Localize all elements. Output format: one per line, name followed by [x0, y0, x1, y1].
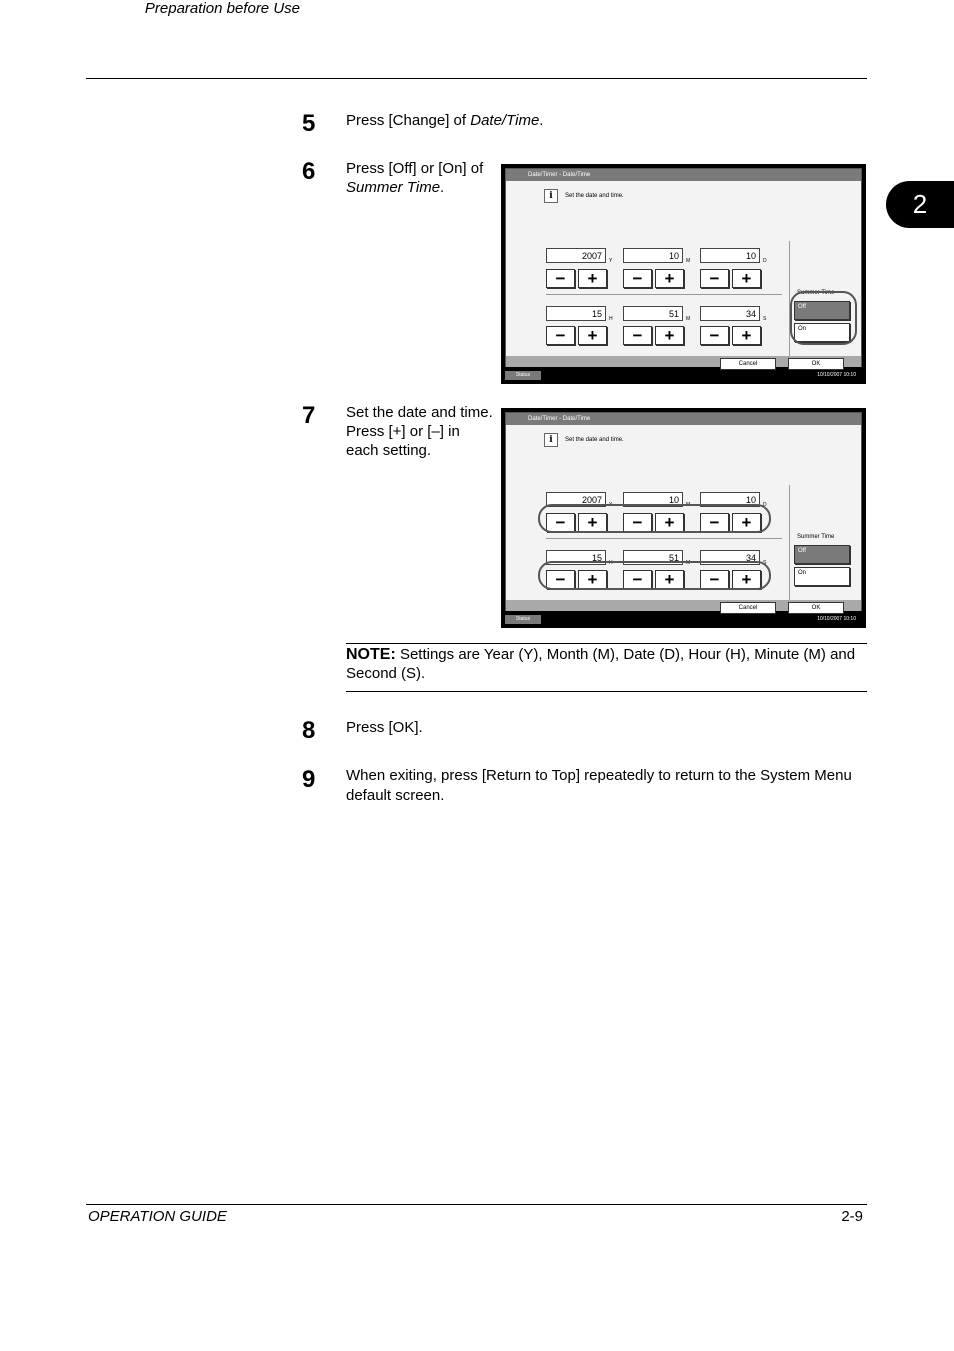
day-unit: D — [763, 502, 767, 508]
info-icon: i — [544, 189, 558, 203]
datetime-panel-1 — [501, 164, 866, 384]
year-plus-button[interactable]: + — [578, 269, 607, 288]
cancel-button[interactable]: Cancel — [720, 358, 776, 370]
year-unit: Y — [609, 502, 613, 508]
month-field[interactable]: 10 — [623, 248, 683, 263]
minute-minus-button[interactable]: − — [623, 570, 652, 589]
highlight-summer-time — [790, 291, 857, 345]
panel-divider-vertical — [789, 485, 790, 600]
cancel-button[interactable]: Cancel — [720, 602, 776, 614]
summer-time-off-button[interactable]: Off — [794, 301, 850, 320]
year-field[interactable]: 2007 — [546, 248, 606, 263]
status-button[interactable]: Status — [505, 615, 541, 624]
month-field[interactable]: 10 — [623, 492, 683, 507]
status-bar — [505, 615, 862, 624]
status-button[interactable]: Status — [505, 371, 541, 380]
hour-field[interactable]: 15 — [546, 550, 606, 565]
step-9-text: When exiting, press [Return to Top] repeatedly to return to the System Menu default screen. — [346, 767, 852, 804]
second-minus-button[interactable]: − — [700, 326, 729, 345]
footer-rule — [86, 1204, 867, 1205]
hour-plus-button[interactable]: + — [578, 570, 607, 589]
year-field[interactable]: 2007 — [546, 492, 606, 507]
year-minus-button[interactable]: − — [546, 269, 575, 288]
highlight-date-buttons — [538, 504, 771, 533]
step-7-text: Set the date and time. Press [+] or [–] in each setting. — [346, 404, 493, 459]
note-top-rule — [346, 643, 867, 644]
second-unit: S — [763, 316, 767, 322]
minute-plus-button[interactable]: + — [655, 326, 684, 345]
chapter-tab: 2 — [886, 181, 954, 228]
year-plus-button[interactable]: + — [578, 513, 607, 532]
note — [346, 645, 866, 683]
day-field[interactable]: 10 — [700, 492, 760, 507]
day-minus-button[interactable]: − — [700, 269, 729, 288]
hour-minus-button[interactable]: − — [546, 570, 575, 589]
header-rule — [86, 78, 867, 79]
summer-time-label: Summer Time — [797, 290, 835, 296]
second-field[interactable]: 34 — [700, 306, 760, 321]
hour-unit: H — [609, 560, 613, 566]
panel-message: Set the date and time. — [565, 437, 624, 443]
ok-button[interactable]: OK — [788, 358, 844, 370]
hour-minus-button[interactable]: − — [546, 326, 575, 345]
panel-title: Date/Timer - Date/Time — [506, 413, 861, 425]
step-8-number: 8 — [302, 717, 316, 744]
step-5-number: 5 — [302, 110, 316, 137]
minute-field[interactable]: 51 — [623, 306, 683, 321]
hour-field[interactable]: 15 — [546, 306, 606, 321]
year-unit: Y — [609, 258, 613, 264]
minute-field[interactable]: 51 — [623, 550, 683, 565]
highlight-time-buttons — [538, 561, 771, 590]
status-time: 10/10/2007 10:10 — [817, 372, 856, 378]
page-number: 2-9 — [841, 1208, 863, 1225]
summer-time-off-button[interactable]: Off — [794, 545, 850, 564]
status-bar — [505, 371, 862, 380]
step-9-number: 9 — [302, 766, 316, 793]
year-minus-button[interactable]: − — [546, 513, 575, 532]
month-plus-button[interactable]: + — [655, 269, 684, 288]
summer-time-label: Summer Time — [797, 534, 835, 540]
minute-minus-button[interactable]: − — [623, 326, 652, 345]
summer-time-on-button[interactable]: On — [794, 567, 850, 586]
second-unit: S — [763, 560, 767, 566]
day-plus-button[interactable]: + — [732, 513, 761, 532]
hour-unit: H — [609, 316, 613, 322]
step-5-text: Press [Change] of Date/Time. — [346, 112, 544, 129]
minute-unit: M — [686, 560, 691, 566]
step-8-text: Press [OK]. — [346, 719, 423, 736]
panel-divider — [546, 538, 782, 539]
panel-divider-vertical — [789, 241, 790, 356]
hour-plus-button[interactable]: + — [578, 326, 607, 345]
panel-divider — [546, 294, 782, 295]
datetime-panel-2 — [501, 408, 866, 628]
month-plus-button[interactable]: + — [655, 513, 684, 532]
second-plus-button[interactable]: + — [732, 326, 761, 345]
day-minus-button[interactable]: − — [700, 513, 729, 532]
month-unit: M — [686, 502, 691, 508]
note-text: Settings are Year (Y), Month (M), Date (D), Hour (H), Minute (M) and Second (S). — [346, 646, 856, 682]
panel-message: Set the date and time. — [565, 193, 624, 199]
note-bottom-rule — [346, 691, 867, 692]
ok-button[interactable]: OK — [788, 602, 844, 614]
day-plus-button[interactable]: + — [732, 269, 761, 288]
section-header: Preparation before Use — [144, 0, 300, 17]
month-minus-button[interactable]: − — [623, 269, 652, 288]
month-minus-button[interactable]: − — [623, 513, 652, 532]
footer-guide-title: OPERATION GUIDE — [88, 1208, 227, 1225]
step-6-number: 6 — [302, 158, 316, 185]
day-field[interactable]: 10 — [700, 248, 760, 263]
info-icon: i — [544, 433, 558, 447]
second-field[interactable]: 34 — [700, 550, 760, 565]
second-plus-button[interactable]: + — [732, 570, 761, 589]
panel-title: Date/Timer - Date/Time — [506, 169, 861, 181]
step-6-text: Press [Off] or [On] of Summer Time. — [346, 160, 484, 196]
summer-time-on-button[interactable]: On — [794, 323, 850, 342]
minute-unit: M — [686, 316, 691, 322]
second-minus-button[interactable]: − — [700, 570, 729, 589]
minute-plus-button[interactable]: + — [655, 570, 684, 589]
status-time: 10/10/2007 10:10 — [817, 616, 856, 622]
note-label: NOTE: — [346, 646, 396, 663]
step-7-number: 7 — [302, 402, 316, 429]
day-unit: D — [763, 258, 767, 264]
month-unit: M — [686, 258, 691, 264]
